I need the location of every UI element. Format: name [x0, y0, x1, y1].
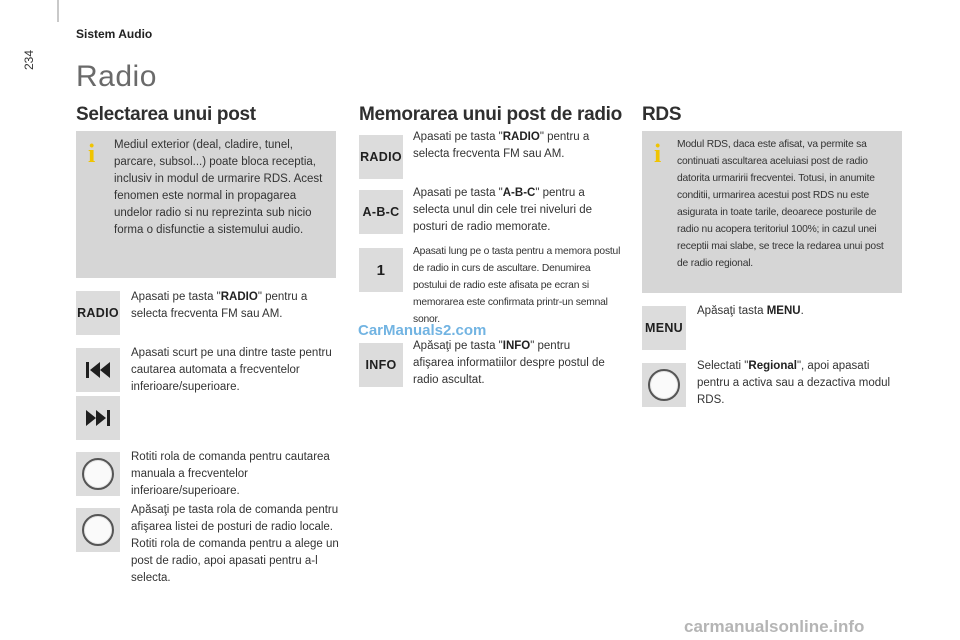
radio-instruction	[131, 289, 331, 323]
regional-instruction	[697, 358, 897, 409]
text-post: " pentru a selecta frecventa FM sau AM.	[413, 131, 590, 160]
text-pre: Apăsaţi tasta	[697, 305, 767, 317]
heading-memorarea: Memorarea unui post de radio	[359, 104, 622, 125]
info-instruction	[413, 338, 613, 389]
rotary-knob-press[interactable]	[76, 508, 120, 552]
key-name: MENU	[766, 305, 801, 317]
watermark-top: CarManuals2.com	[358, 322, 487, 339]
seek-forward-button[interactable]	[76, 396, 120, 440]
abc-instruction	[413, 185, 618, 236]
text-post: " pentru a selecta frecventa FM sau AM.	[131, 291, 308, 320]
radio-button-2[interactable]	[359, 135, 403, 179]
skip-back-icon	[85, 361, 111, 379]
knob-icon	[82, 458, 114, 490]
abc-button-label: A-B-C	[362, 205, 400, 219]
key-name: A-B-C	[502, 187, 536, 199]
heading-rds: RDS	[642, 104, 682, 125]
section-title: Sistem Audio	[76, 27, 153, 41]
page-number: 234	[22, 49, 36, 70]
menu-button-label: MENU	[644, 321, 683, 335]
info-box-rds	[642, 131, 902, 293]
watermark-bottom: carmanualsonline.info	[684, 617, 865, 636]
info-button[interactable]	[359, 343, 403, 387]
rotary-knob-rds[interactable]	[642, 363, 686, 407]
text-post: " pentru afişarea informatiilor despre postul de radio ascultat.	[413, 340, 605, 386]
heading-selectarea: Selectarea unui post	[76, 104, 256, 125]
preset-1-label: 1	[376, 261, 386, 279]
key-name: INFO	[502, 340, 531, 352]
text-pre: Selectati "	[697, 360, 749, 372]
margin-line	[57, 0, 59, 22]
info-text-rds: Modul RDS, daca este afisat, va permite sa continuati ascultarea aceluiasi post de radio datorita urmaririi frecventei. Totusi, in anumite conditii, urmarirea acestui post RDS nu este asigurata in toate tarile, deoarece posturile de radio nu acopera teritoriul 100%; in cazul unei receptii mai slabe, se trece la redarea unui post de radio regional.	[677, 139, 884, 269]
radio-instruction-2	[413, 129, 613, 163]
text-post: ", apoi apasati pentru a activa sau a dezactiva modul RDS.	[697, 360, 891, 406]
text-pre: Apasati pe tasta "	[413, 187, 503, 199]
text-pre: Apăsaţi pe tasta "	[413, 340, 503, 352]
preset-1-button[interactable]	[359, 248, 403, 292]
rotate-instruction: Rotiti rola de comanda pentru cautarea manuala a frecventelor inferioare/superioare.	[131, 451, 330, 497]
info-box-reception	[76, 131, 336, 278]
preset-instruction: Apasati lung pe o tasta pentru a memora postul de radio in curs de ascultare. Denumirea postului de radio este afisata pe ecran si memorarea este confirmata printr-un semnal sonor.	[413, 246, 621, 325]
info-icon: i	[88, 139, 96, 168]
knob-icon	[82, 514, 114, 546]
skip-forward-icon	[85, 409, 111, 427]
knob-icon	[648, 369, 680, 401]
info-icon: i	[654, 139, 662, 168]
key-name: Regional	[748, 360, 797, 372]
press-instruction: Apăsaţi pe tasta rola de comanda pentru afişarea listei de posturi de radio locale. Rotiti rola de comanda pentru a alege un post de radio, apoi apasati pentru a-l selecta.	[131, 504, 339, 584]
radio-button-label: RADIO	[77, 306, 119, 320]
info-text-reception: Mediul exterior (deal, cladire, tunel, parcare, subsol...) poate bloca receptia, inclusiv in modul de urmarire RDS. Acest fenomen este normal in propagarea undelor radio si nu reprezinta sub nicio forma o disfunctie a sistemului audio.	[114, 139, 323, 236]
abc-button[interactable]	[359, 190, 403, 234]
text-pre: Apasati pe tasta "	[131, 291, 221, 303]
text-post: .	[800, 305, 804, 317]
radio-button[interactable]	[76, 291, 120, 335]
seek-instruction: Apasati scurt pe una dintre taste pentru cautarea automata a frecventelor inferioare/superioare.	[131, 347, 332, 393]
info-button-label: INFO	[365, 358, 397, 372]
key-name: RADIO	[220, 291, 258, 303]
seek-back-button[interactable]	[76, 348, 120, 392]
text-post: " pentru a selecta unul din cele trei niveluri de posturi de radio memorate.	[413, 187, 592, 233]
menu-instruction	[697, 303, 897, 320]
rotary-knob-rotate[interactable]	[76, 452, 120, 496]
text-pre: Apasati pe tasta "	[413, 131, 503, 143]
page-title: Radio	[76, 60, 157, 93]
radio-button-label: RADIO	[360, 150, 402, 164]
key-name: RADIO	[502, 131, 540, 143]
menu-button[interactable]	[642, 306, 686, 350]
